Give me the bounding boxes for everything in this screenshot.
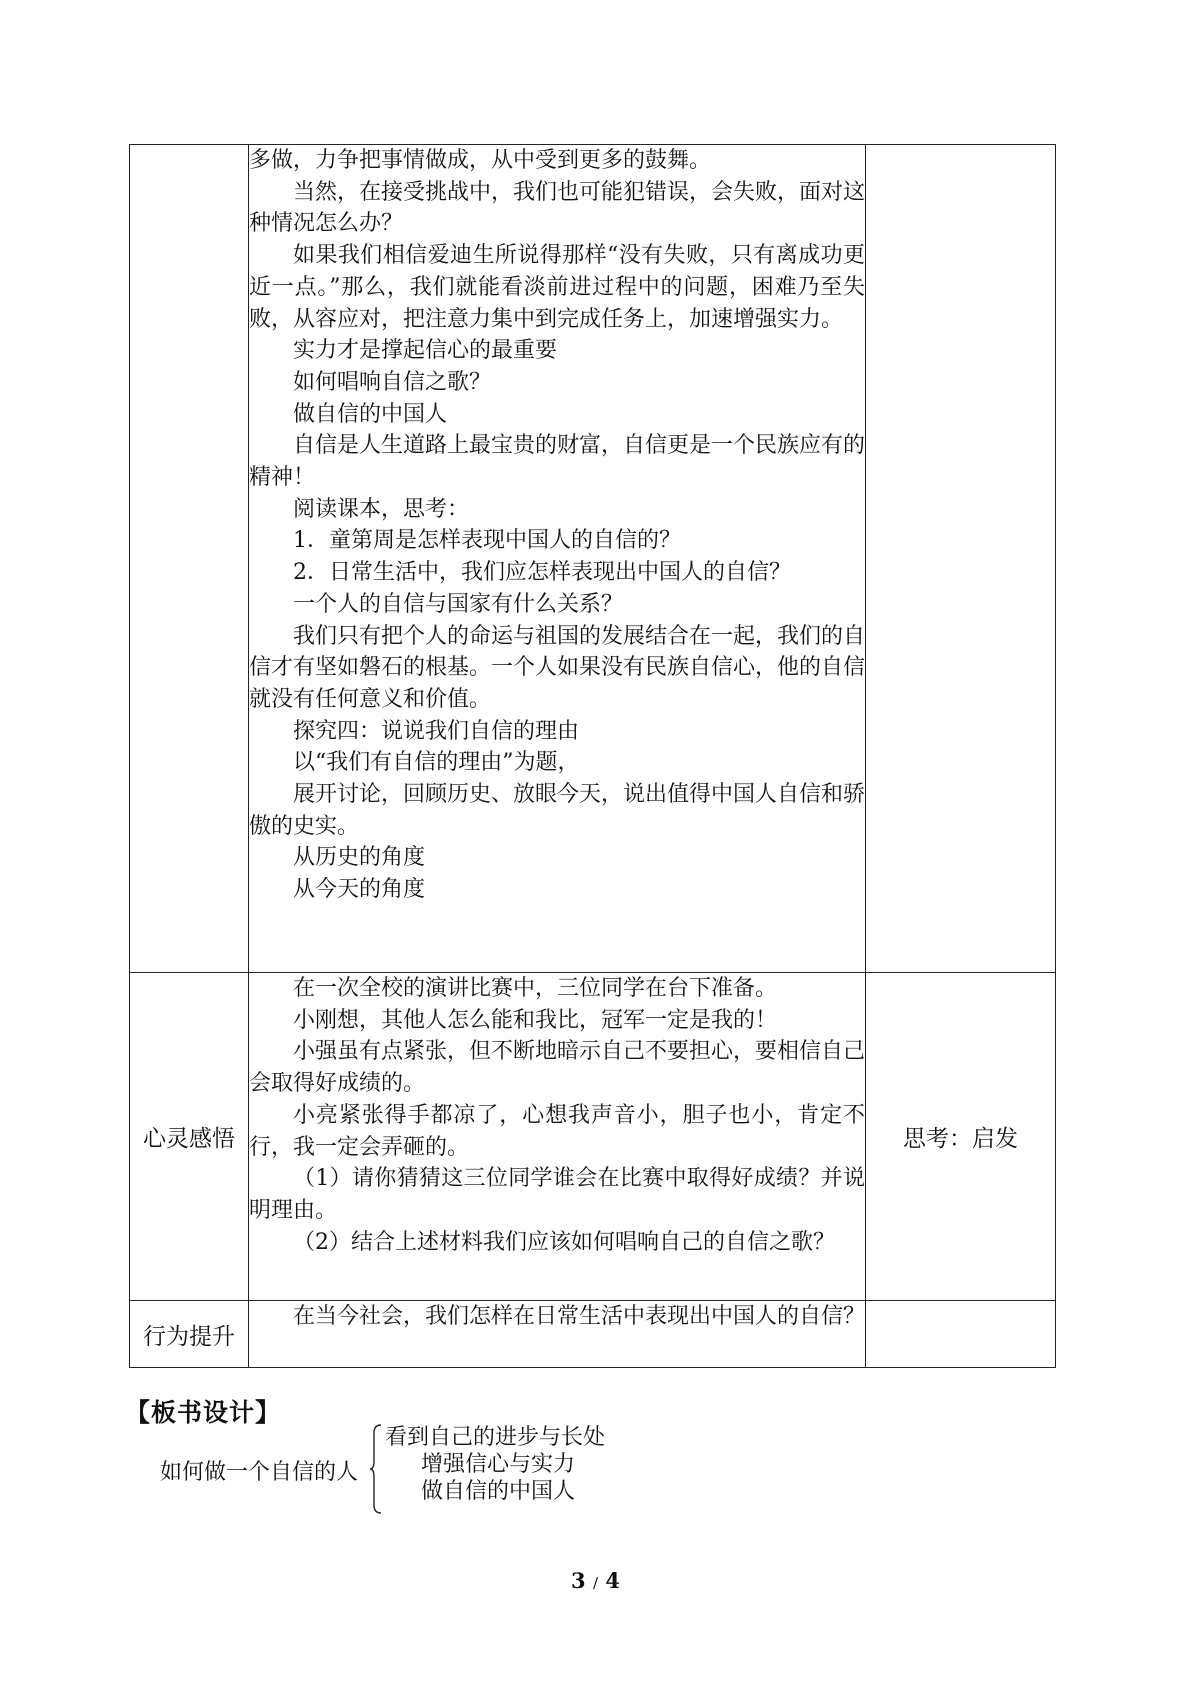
row-note: 思考：启发 — [903, 1126, 1018, 1152]
table-row — [130, 145, 1056, 973]
row-label-cell — [130, 1301, 249, 1368]
paragraph: 我们只有把个人的命运与祖国的发展结合在一起，我们的自信才有坚如磐石的根基。一个人如果没有民族自信心，他的自信就没有任何意义和价值。 — [249, 623, 866, 712]
board-items — [385, 1424, 605, 1505]
board-item: 做自信的中国人 — [421, 1479, 576, 1504]
board-item: 增强信心与实力 — [421, 1452, 576, 1477]
paragraph: 一个人的自信与国家有什么关系？ — [293, 591, 624, 617]
page-separator: / — [592, 1574, 599, 1592]
paragraph: 多做，力争把事情做成，从中受到更多的鼓舞。 — [249, 148, 712, 173]
paragraph: 展开讨论，回顾历史、放眼今天，说出值得中国人自信和骄傲的史实。 — [249, 782, 866, 839]
paragraph: 如何唱响自信之歌？ — [293, 369, 492, 395]
lesson-table — [129, 144, 1056, 1368]
paragraph: 做自信的中国人 — [293, 401, 448, 427]
paragraph: 从今天的角度 — [293, 877, 426, 903]
row-content-cell — [249, 973, 866, 1301]
paragraph: 2．日常生活中，我们应怎样表现出中国人的自信？ — [293, 560, 791, 586]
row-content-cell — [249, 1301, 866, 1368]
page-current: 3 — [571, 1568, 586, 1593]
paragraph: （1）请你猜猜这三位同学谁会在比赛中取得好成绩？并说明理由。 — [249, 1166, 865, 1223]
paragraph: （2）结合上述材料我们应该如何唱响自己的自信之歌？ — [293, 1229, 835, 1255]
curly-brace-icon — [369, 1424, 383, 1514]
page-number — [0, 1568, 1191, 1593]
paragraph: 实力才是撑起信心的最重要 — [293, 338, 558, 364]
page-total: 4 — [605, 1568, 620, 1593]
paragraph: 在一次全校的演讲比赛中，三位同学在台下准备。 — [293, 976, 778, 1001]
paragraph: 探究四：说说我们自信的理由 — [293, 718, 580, 744]
paragraph: 阅读课本，思考： — [293, 496, 470, 522]
board-item: 看到自己的进步与长处 — [385, 1425, 606, 1450]
row-label-cell — [130, 973, 249, 1301]
paragraph: 从历史的角度 — [293, 845, 426, 871]
paragraph: 如果我们相信爱迪生所说得那样“没有失败，只有离成功更近一点。”那么，我们就能看淡前进过程中的问题，困难乃至失败，从容应对，把注意力集中到完成任务上，加速增强实力。 — [249, 243, 865, 332]
paragraph: 在当今社会，我们怎样在日常生活中表现出中国人的自信？ — [293, 1304, 866, 1329]
paragraph: 小强虽有点紧张，但不断地暗示自己不要担心，要相信自己会取得好成绩的。 — [249, 1039, 866, 1097]
board-design-title: 【板书设计】 — [125, 1398, 282, 1427]
paragraph: 小亮紧张得手都凉了，心想我声音小，胆子也小，肯定不行，我一定会弄砸的。 — [249, 1102, 865, 1160]
paragraph: 当然，在接受挑战中，我们也可能犯错误，会失败，面对这种情况怎么办？ — [249, 179, 866, 237]
paragraph: 小刚想，其他人怎么能和我比，冠军一定是我的！ — [293, 1007, 778, 1033]
paragraph: 自信是人生道路上最宝贵的财富，自信更是一个民族应有的精神！ — [249, 433, 866, 491]
row-label: 行为提升 — [143, 1323, 235, 1350]
row-label: 心灵感悟 — [143, 1126, 235, 1152]
table-row — [130, 1301, 1056, 1368]
table-row — [130, 973, 1056, 1301]
row-note-cell — [866, 1301, 1056, 1368]
row-content-cell — [249, 145, 866, 973]
paragraph: 1．童第周是怎样表现中国人的自信的？ — [293, 528, 681, 554]
row-label-cell — [130, 145, 249, 973]
paragraph: 以“我们有自信的理由”为题， — [293, 750, 580, 776]
row-note-cell — [866, 973, 1056, 1301]
board-main-topic: 如何做一个自信的人 — [160, 1460, 359, 1485]
row-note-cell — [866, 145, 1056, 973]
